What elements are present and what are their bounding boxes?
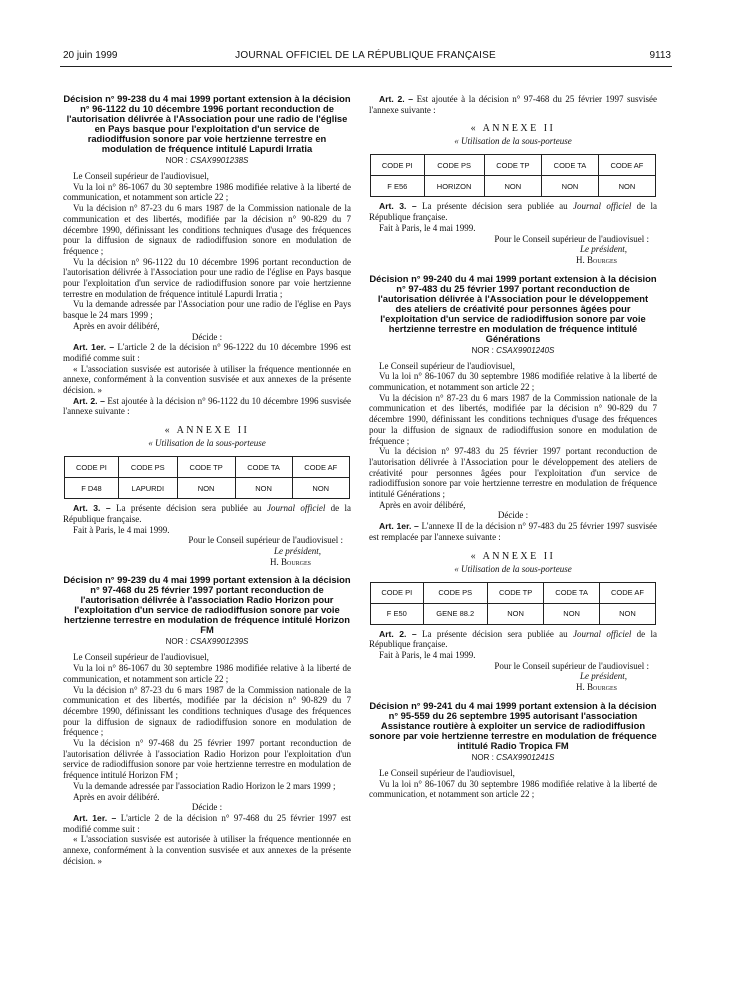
article-text: La présente décision sera publiée au bbox=[422, 201, 573, 212]
signature-line: Pour le Conseil supérieur de l'audiovisuel : bbox=[494, 233, 649, 244]
table-header-row bbox=[371, 155, 656, 176]
table-row bbox=[371, 176, 656, 197]
preamble-line: Vu la décision n° 96-1122 du 10 décembre 1996 portant reconduction de l'autorisation délivrée à l'Association pour une radio de l'église en Pays basque pour l'exploitation d'un service de radiodiffusion sonore par voie hertzienne terrestre en modulation de fréquence intitulé Lapurdi Irratia ; bbox=[63, 256, 351, 299]
decision-99-241 bbox=[369, 701, 657, 800]
signature-title: Le président, bbox=[274, 545, 321, 556]
column-header: CODE AF bbox=[599, 582, 655, 603]
preamble-line: Le Conseil supérieur de l'audiovisuel, bbox=[73, 171, 209, 181]
table-cell: LAPURDI bbox=[118, 478, 177, 499]
column-header: CODE TP bbox=[487, 582, 543, 603]
decision-99-240 bbox=[369, 274, 657, 693]
signature-name: H. Bourges bbox=[575, 682, 617, 693]
column-header: CODE PS bbox=[424, 155, 484, 176]
table-header-row bbox=[65, 457, 350, 478]
column-header: CODE TA bbox=[542, 155, 599, 176]
article-label: Art. 1er. – bbox=[73, 342, 115, 353]
preamble-line: Le Conseil supérieur de l'audiovisuel, bbox=[379, 767, 515, 778]
article-text: L'article 2 de la décision n° 97-468 du 25 février 1997 est modifié comme suit : bbox=[63, 812, 352, 834]
table-row bbox=[371, 603, 656, 624]
article-1 bbox=[63, 342, 351, 363]
table-cell: F E56 bbox=[371, 176, 425, 197]
article-1 bbox=[369, 521, 657, 542]
signature-line: Pour le Conseil supérieur de l'audiovisuel : bbox=[494, 660, 649, 671]
preamble-line: Vu la loi n° 86-1067 du 30 septembre 1986 modifiée relative à la liberté de communication, et notamment son article 22 ; bbox=[369, 778, 657, 800]
article-1 bbox=[63, 813, 351, 834]
table-cell: NON bbox=[484, 176, 542, 197]
preamble-line: Vu la loi n° 86-1067 du 30 septembre 1986 modifiée relative à la liberté de communication, et notamment son article 22 ; bbox=[63, 663, 351, 684]
nor-label: NOR : bbox=[165, 156, 188, 165]
preamble-line: Après en avoir délibéré. bbox=[73, 791, 160, 802]
preamble-line: Après en avoir délibéré, bbox=[73, 320, 160, 331]
article-text: de la République française. bbox=[63, 503, 351, 524]
fait-line: Fait à Paris, le 4 mai 1999. bbox=[379, 222, 476, 233]
column-header: CODE TP bbox=[177, 457, 235, 478]
page-number: 9113 bbox=[649, 50, 671, 61]
preamble-line: Vu la loi n° 86-1067 du 30 septembre 1986 modifiée relative à la liberté de communication, et notamment son article 22 ; bbox=[369, 371, 657, 393]
preamble-line: Le Conseil supérieur de l'audiovisuel, bbox=[379, 360, 515, 371]
nor-label: NOR : bbox=[165, 637, 188, 647]
annexe-subtitle: « Utilisation de la sous-porteuse bbox=[454, 563, 572, 574]
annexe-subtitle: « Utilisation de la sous-porteuse bbox=[148, 438, 266, 449]
annexe-title: « ANNEXE II bbox=[470, 550, 556, 562]
nor-code: CSAX9901240S bbox=[496, 345, 555, 355]
article-text: Est ajoutée à la décision n° 96-1122 du 10 décembre 1996 susvisée l'annexe suivante : bbox=[63, 395, 352, 417]
column-header: CODE AF bbox=[292, 457, 349, 478]
article-2 bbox=[369, 629, 657, 650]
signature-name: H. Bourges bbox=[575, 254, 617, 265]
decision-title: Décision n° 99-238 du 4 mai 1999 portant extension à la décision n° 96-1122 du 10 décembre 1996 portant reconduction de l'autorisation délivrée à l'Association pour une radio de l'église en Pays basque pour l'exploitation d'un service de radiodiffusion sonore par voie hertzienne terrestre en modulation de fréquence intitulé Lapurdi Irratia bbox=[63, 93, 351, 154]
article-label: Art. 2. – bbox=[379, 94, 414, 104]
column-header: CODE AF bbox=[598, 155, 655, 176]
nor-line bbox=[63, 637, 351, 646]
column-header: CODE PI bbox=[371, 582, 424, 603]
annexe-title: « ANNEXE II bbox=[164, 425, 250, 437]
column-header: CODE TA bbox=[544, 582, 600, 603]
table-cell: F E50 bbox=[371, 603, 424, 624]
journal-name: Journal officiel bbox=[267, 503, 326, 514]
article-2 bbox=[369, 94, 657, 115]
preamble-line: Vu la décision n° 97-483 du 25 février 1997 portant reconduction de l'autorisation délivrée à l'Association pour le développement des ateliers de créativité pour personnes âgées pour l'exploitation d'un service de radiodiffusion sonore par voie hertzienne terrestre en modulation de fréquence intitulé Générations ; bbox=[369, 446, 657, 500]
table-header-row bbox=[371, 582, 656, 603]
annexe-subtitle: « Utilisation de la sous-porteuse bbox=[454, 136, 572, 147]
journal-title: JOURNAL OFFICIEL DE LA RÉPUBLIQUE FRANÇAISE bbox=[235, 50, 496, 61]
article-text: de la République française. bbox=[369, 628, 657, 650]
annexe-table bbox=[370, 582, 656, 625]
article-quote: « L'association susvisée est autorisée à utiliser la fréquence mentionnée en annexe, conformément à la convention susvisée et aux annexes de la présente décision. » bbox=[63, 834, 351, 866]
decide-line: Décide : bbox=[497, 510, 529, 521]
table-cell: NON bbox=[292, 478, 349, 499]
article-text: de la République française. bbox=[369, 201, 657, 223]
journal-name: Journal officiel bbox=[573, 628, 632, 639]
nor-label: NOR : bbox=[471, 752, 494, 762]
preamble-line: Vu la décision n° 87-23 du 6 mars 1987 de la Commission nationale de la communication et des libertés, modifiée par la décision n° 90-829 du 7 décembre 1990, définissant les conditions techniques d'usage des fréquences pour la diffusion de signaux de radiodiffusion sonore en modulation de fréquence ; bbox=[63, 203, 351, 256]
column-header: CODE PI bbox=[371, 155, 425, 176]
table-cell: NON bbox=[598, 176, 655, 197]
article-label: Art. 3. – bbox=[73, 503, 111, 514]
annexe-title: « ANNEXE II bbox=[470, 123, 556, 135]
column-header: CODE TA bbox=[235, 457, 292, 478]
annexe-table bbox=[370, 154, 656, 197]
preamble-line: Vu la décision n° 87-23 du 6 mars 1987 de la Commission nationale de la communication et des libertés, modifiée par la décision n° 90-829 du 7 décembre 1990, définissant les conditions techniques d'usage des fréquences pour la diffusion de signaux de radiodiffusion sonore en modulation de fréquence ; bbox=[63, 684, 351, 738]
article-text: L'annexe II de la décision n° 97-483 du 25 février 1997 susvisée est remplacée par l'annexe suivante : bbox=[369, 521, 658, 542]
article-quote: « L'association susvisée est autorisée à utiliser la fréquence mentionnée en annexe, conformément à la convention susvisée et aux annexes de la présente décision. » bbox=[63, 363, 351, 396]
page-date: 20 juin 1999 bbox=[63, 50, 118, 61]
annexe-table bbox=[64, 456, 350, 499]
decision-title: Décision n° 99-240 du 4 mai 1999 portant extension à la décision n° 97-483 du 25 février 1997 portant reconduction de l'autorisation délivrée à l'Association pour le développement des ateliers de créativité pour personnes âgées pour l'exploitation d'un service de radiodiffusion sonore par voie hertzienne terrestre en modulation de fréquence intitulé Générations bbox=[369, 272, 657, 344]
table-cell: NON bbox=[544, 603, 600, 624]
article-3 bbox=[63, 503, 351, 524]
table-cell: NON bbox=[177, 478, 235, 499]
left-column bbox=[63, 94, 351, 866]
nor-line bbox=[63, 156, 351, 165]
preamble-line: Le Conseil supérieur de l'audiovisuel, bbox=[73, 652, 209, 663]
nor-label: NOR : bbox=[471, 345, 494, 355]
column-header: CODE TP bbox=[484, 155, 542, 176]
preamble-line: Vu la décision n° 87-23 du 6 mars 1987 de la Commission nationale de la communication et des libertés, modifiée par la décision n° 90-829 du 7 décembre 1990, définissant les conditions techniques d'usage des fréquences pour la diffusion de signaux de radiodiffusion sonore en modulation de fréquence ; bbox=[369, 392, 657, 446]
table-cell: NON bbox=[235, 478, 292, 499]
signature-title: Le président, bbox=[580, 244, 627, 255]
table-cell: NON bbox=[542, 176, 599, 197]
signature-name: H. Bourges bbox=[269, 556, 311, 567]
preamble-line: Après en avoir délibéré, bbox=[379, 499, 466, 510]
fait-line: Fait à Paris, le 4 mai 1999. bbox=[379, 649, 476, 660]
article-label: Art. 3. – bbox=[379, 201, 417, 212]
article-2 bbox=[63, 396, 351, 417]
article-label: Art. 2. – bbox=[379, 628, 417, 639]
article-text: L'article 2 de la décision n° 96-1222 du 10 décembre 1996 est modifié comme suit : bbox=[63, 342, 352, 363]
journal-name: Journal officiel bbox=[573, 201, 632, 212]
decision-99-239 bbox=[63, 575, 351, 866]
article-3 bbox=[369, 201, 657, 222]
article-label: Art. 1er. – bbox=[379, 521, 419, 532]
article-text: Est ajoutée à la décision n° 97-468 du 25 février 1997 susvisée l'annexe suivante : bbox=[369, 94, 657, 115]
article-label: Art. 2. – bbox=[73, 395, 105, 406]
column-header: CODE PI bbox=[65, 457, 119, 478]
table-cell: NON bbox=[599, 603, 655, 624]
decision-99-239-continued bbox=[369, 94, 657, 266]
decide-line: Décide : bbox=[191, 802, 223, 813]
column-header: CODE PS bbox=[118, 457, 177, 478]
table-cell: HORIZON bbox=[424, 176, 484, 197]
header-rule bbox=[60, 66, 672, 67]
table-cell: NON bbox=[487, 603, 543, 624]
nor-line bbox=[369, 753, 657, 762]
table-row bbox=[65, 478, 350, 499]
article-text: La présente décision sera publiée au bbox=[116, 503, 267, 514]
preamble-line: Vu la loi n° 86-1067 du 30 septembre 1986 modifiée relative à la liberté de communication, et notamment son article 22 ; bbox=[63, 181, 351, 203]
nor-code: CSAX9901241S bbox=[496, 752, 555, 762]
table-cell: GENE 88.2 bbox=[423, 603, 487, 624]
signature-title: Le président, bbox=[580, 671, 627, 682]
preamble-line: Vu la demande adressée par l'association Radio Horizon le 2 mars 1999 ; bbox=[73, 780, 336, 791]
nor-code: CSAX9901238S bbox=[190, 156, 249, 165]
signature-line: Pour le Conseil supérieur de l'audiovisuel : bbox=[188, 535, 343, 546]
nor-line bbox=[369, 346, 657, 355]
decision-99-238 bbox=[63, 94, 351, 567]
preamble-line: Vu la décision n° 97-468 du 25 février 1997 portant reconduction de l'autorisation délivrée à l'association Radio Horizon pour l'exploitation d'un service de radiodiffusion sonore par voie hertzienne terrestre en modulation de fréquence intitulé Horizon FM ; bbox=[63, 738, 351, 781]
right-column bbox=[369, 94, 657, 800]
decision-title: Décision n° 99-239 du 4 mai 1999 portant extension à la décision n° 97-468 du 25 février 1997 portant reconduction de l'autorisation délivrée à l'association Radio Horizon pour l'exploitation d'un service de radiodiffusion sonore par voie hertzienne terrestre en modulation de fréquence intitulé Horizon FM bbox=[63, 574, 351, 636]
table-cell: F D48 bbox=[65, 478, 119, 499]
nor-code: CSAX9901239S bbox=[190, 637, 249, 647]
fait-line: Fait à Paris, le 4 mai 1999. bbox=[73, 524, 170, 535]
decision-title: Décision n° 99-241 du 4 mai 1999 portant extension à la décision n° 95-559 du 26 septembre 1995 autorisant l'association Assistance routière à exploiter un service de radiodiffusion sonore par voie hertzienne terrestre en modulation de fréquence intitulé Radio Tropica FM bbox=[369, 699, 657, 751]
decide-line: Décide : bbox=[191, 331, 223, 342]
article-text: La présente décision sera publiée au bbox=[422, 628, 573, 639]
column-header: CODE PS bbox=[423, 582, 487, 603]
preamble-line: Vu la demande adressée par l'Association pour une radio de l'église en Pays basque le 24 mars 1999 ; bbox=[63, 299, 351, 321]
article-label: Art. 1er. – bbox=[73, 812, 117, 823]
